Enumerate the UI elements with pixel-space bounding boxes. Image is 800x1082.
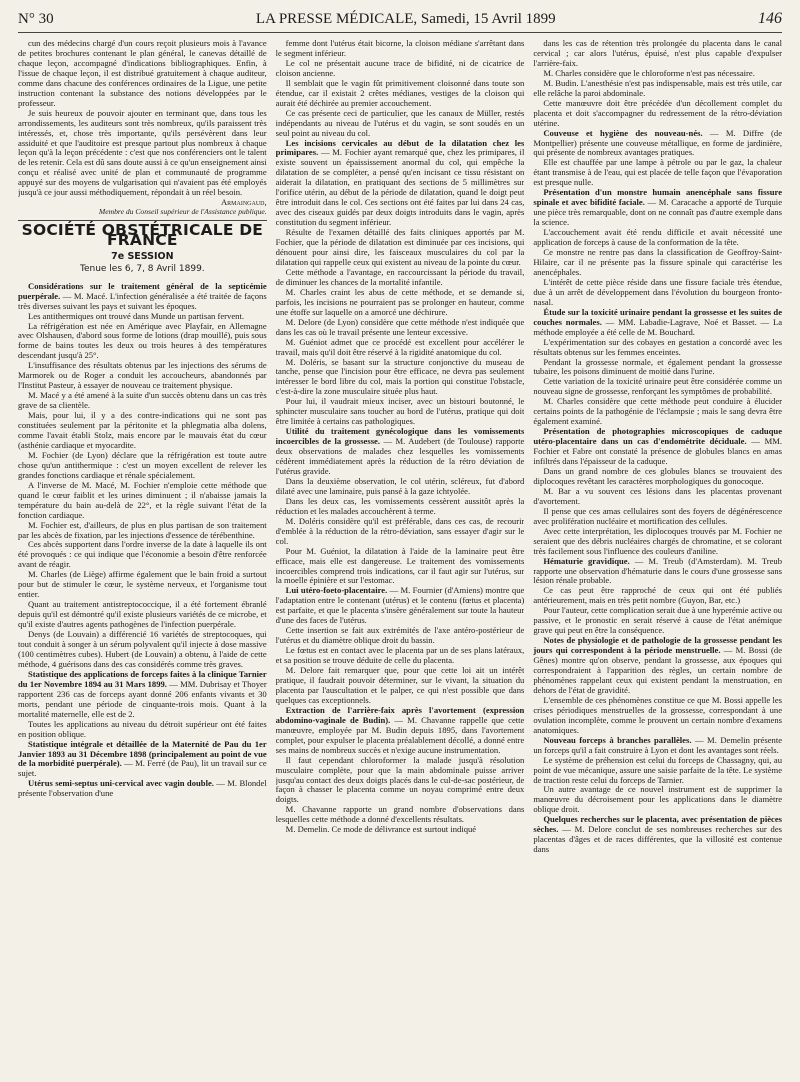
intro-paragraph: Je suis heureux de pouvoir ajouter en terminant que, dans tous les arrondissements, les auditeurs sont très nombreux, qu'ils paraissent très intéressés, et, chose très importante, qu'ils persévèrent dans leur assiduité et que l'auditoire est presque partout plus nombreux à chaque leçon qu'à la leçon précédente : c'est que nos conférenciers ont le talent de les retenir. Cela est dû sans doute aussi à ce qu'un enseignement ainsi conçu et réalisé avec unité de plan et communauté de programme appuyé sur des moyens de vulgarisation qui n'avaient pas été employés jusqu'à ce jour aussi méthodiquement, répondait à un réel besoin.	[18, 107, 267, 198]
body-paragraph	[18, 411, 267, 451]
body-paragraph	[533, 467, 782, 487]
paragraph-text: — MM. Labadie-Lagrave, Noé et Basset. — La méthode employée a été celle de M. Bouchard.	[533, 316, 782, 337]
paragraph-text: Le col ne présentait aucune trace de bifidité, ni de cicatrice de cloison ancienne.	[275, 57, 525, 78]
body-paragraph	[533, 696, 782, 736]
body-paragraph	[533, 248, 782, 278]
body-paragraph	[276, 756, 525, 806]
paragraph-text: M. Demelin. Ce mode de délivrance est surtout indiqué	[285, 824, 477, 835]
body-paragraph	[276, 39, 525, 59]
body-paragraph	[18, 451, 267, 481]
communication-paragraph	[276, 427, 525, 477]
communication-paragraph	[533, 815, 782, 855]
paragraph-text: — M. Bossi (de Gênes) montre qu'on observe, pendant la grossesse, aux époques qui correspondraient à l'apparition des règles, un certain nombre de phénomènes rappelant ceux qui existent pendant la menstruation, en dehors de l'état de gravidité.	[533, 645, 782, 695]
paragraph-text: — M. Fochier ayant remarqué que, chez les primipares, il existe souvent un épaississement anormal du col, qui empêche la dilatation de se compléter, a pensé qu'en incisant ce tissu résistant on aiderait la dilatation, en pratiquant des sections de 5 millimètres sur l'orifice utérin, au début de la période de dilatation, quand le doigt peut être introduit dans le col. Ces sections ont été faites par lui dans 24 cas, avec des ciseaux guidés par deux doigts introduits dans le vagin, après constitution du segment inférieur.	[275, 147, 525, 228]
body-paragraph	[533, 158, 782, 188]
paragraph-text: — M. Chavanne rappelle que cette manœuvre, employée par M. Budin depuis 1895, dans l'avortement complet, pour expulser le placenta préalablement décollé, a donné entre ses mains de nombreux succès et n'exige aucune instrumentation.	[275, 714, 525, 755]
body-paragraph	[18, 361, 267, 391]
paragraph-text: Ce monstre ne rentre pas dans la classification de Geoffroy-Saint-Hilaire, car il ne présente pas la fissure spinale qui caractérise les anencéphales.	[533, 247, 782, 277]
paragraph-text: M. Charles considère que le chloroforme n'est pas nécessaire.	[543, 67, 755, 78]
body-paragraph	[533, 377, 782, 397]
body-paragraph	[276, 79, 525, 109]
paragraph-text: M. Delore (de Lyon) considère que cette méthode n'est indiquée que dans les cas où le travail présente une lenteur excessive.	[275, 316, 525, 337]
body-paragraph	[276, 109, 525, 139]
communication-title: Utérus semi-septus uni-cervical avec vagin double.	[28, 778, 214, 789]
paragraph-text: — M. Macé. L'infection généralisée a été traitée de façons très diverses suivant les pays et suivant les époques.	[18, 290, 267, 311]
paragraph-text: Cette insertion se fait aux extrémités de l'axe antéro-postérieur de l'utérus et du diamètre oblique droit du bassin.	[275, 625, 525, 646]
body-paragraph	[276, 288, 525, 318]
body-paragraph	[533, 99, 782, 129]
body-paragraph	[276, 646, 525, 666]
page-number: 146	[757, 10, 782, 27]
paragraph-text: L'expérimentation sur des cobayes en gestation a concordé avec les résultats obtenus sur les femmes enceintes.	[533, 336, 782, 357]
communication-paragraph	[18, 740, 267, 780]
paragraph-text: Cette méthode a l'avantage, en raccourcissant la période du travail, de diminuer les chances de la mortalité infantile.	[275, 266, 525, 287]
communication-title: Étude sur la toxicité urinaire pendant la grossesse et les suites de couches normales.	[533, 306, 782, 327]
paragraph-text: — M. Treub (d'Amsterdam). M. Treub rapporte une observation d'hématurie dans le cours d'une grossesse sans lésion rénale probable.	[533, 555, 782, 586]
paragraph-text: Il faut cependant chloroformer la malade jusqu'à résolution musculaire complète, pour que la main abdominale puisse arriver jusqu'au contact des deux doigts placés dans le cul-de-sac postérieur, de façon à chasser le placenta comme un noyau comprimé entre deux doigts.	[275, 754, 525, 805]
communication-title: Nouveau forceps à branches parallèles.	[543, 734, 692, 745]
paragraph-text: A l'inverse de M. Macé, M. Fochier n'emploie cette méthode que quand le cœur faiblit et les urines diminuent ; il n'abaisse jamais la température du bain au-delà de 22°, et la règle suivant l'état de la fonction cardiaque.	[18, 479, 267, 520]
paragraph-text: M. Guéniot admet que ce procédé est excellent pour accélérer le travail, mais qu'il doit être réservé à la rigidité anatomique du col.	[275, 336, 525, 357]
paragraph-text: Résulte de l'examen détaillé des faits cliniques apportés par M. Fochier, que la période de dilatation est diminuée par ces incisions, qui dénouent pour ainsi dire, les faisceaux musculaires du col par la dilatation qui rappelle ceux qui existent au niveau de la pointe du cœur.	[275, 227, 525, 267]
body-paragraph	[276, 805, 525, 825]
paragraph-text: M. Doléris, se basant sur la structure conjonctive du museau de tanche, pense que l'incision pour être efficace, ne devra pas seulement intéresser le bord libre du col, mais la portion qui constitue l'obstacle, c'est-à-dire la zone musculaire située plus haut.	[275, 356, 525, 397]
body-paragraph	[276, 517, 525, 547]
session-label: 7e SESSION	[111, 250, 174, 262]
communication-title: Statistique intégrale et détaillée de la Maternité de Pau du 1er Janvier 1893 au 31 Décembre 1898 (principalement au point de vue de la morbidité puerpérale).	[18, 738, 267, 769]
paragraph-text: Toutes les applications au niveau du détroit supérieur ont été faites en position oblique.	[18, 718, 267, 739]
body-paragraph	[18, 521, 267, 541]
paragraph-text: Pour lui, il vaudrait mieux inciser, avec un bistouri boutonné, le sphincter musculaire sans toucher au bord de l'utérus, pratique qui doit être limitée à certains cas pathologiques.	[275, 396, 525, 427]
communication-paragraph	[533, 736, 782, 756]
paragraph-text: Dans un grand nombre de ces globules blancs se trouvaient des diplocoques revêtant les caractères morphologiques du gonocoque.	[533, 465, 782, 486]
paragraph-text: Il semblait que le vagin fût primitivement cloisonné dans toute son étendue, car il existait 2 crêtes médianes, vestiges de la cloison qui aurait été déchirée au premier accouchement.	[275, 77, 525, 108]
paragraph-text: Mais, pour lui, il y a des contre-indications qui ne sont pas constituées seulement par la péritonite et la phlegmatia alba dolens, comme l'avait établi Stolz, mais encore par le mauvais état du cœur (asthénie cardiaque et myocardite.	[18, 410, 267, 450]
article-columns	[18, 39, 782, 1079]
paragraph-text: — M. Fournier (d'Amiens) montre que l'adaptation entre le contenant (utérus) et le contenu (fœtus et placenta) est parfaite, et que le placenta s'insère généralement sur toute la hauteur d'une des faces de l'utérus.	[275, 585, 525, 626]
communication-title: Présentation de photographies microscopiques de caduque utéro-placentaire dans un cas d'endométrite déciduale.	[533, 426, 782, 447]
body-paragraph	[18, 600, 267, 630]
communication-title: Statistique des applications de forceps faites à la clinique Tarnier du 1er Novembre 1894 au 31 Mars 1899.	[18, 668, 267, 689]
paragraph-text: Avec cette interprétation, les diplocoques trouvés par M. Fochier ne seraient que des débris nucléaires chargés de chromatine, et se colorant très facilement sous l'influence des couleurs d'aniline.	[533, 525, 782, 556]
paragraph-text: La réfrigération est née en Amérique avec Playfair, en Allemagne avec Olshausen, d'abord sous forme de lotions (drap mouillé), puis sous forme de bains toutes les deux ou trois heures à des températures descendant jusqu'à 25°.	[18, 320, 267, 361]
paragraph-text: — MM. Dubrisay et Thoyer rapportent 236 cas de forceps ayant donné 206 enfants vivants et 30 morts, pendant une période de cinquante-trois mois. Quant à la mortalité maternelle, elle est de 2.	[18, 678, 267, 719]
paragraph-text: L'ensemble de ces phénomènes constitue ce que M. Bossi appelle les crises périodiques menstruelles de la grossesse, correspondant à une ovulation incomplète, comme le prouvent un certain nombre d'examens anatomiques.	[533, 694, 782, 735]
paragraph-text: Il pense que ces amas cellulaires sont des foyers de dégénérescence avec prolifération nucléaire et mortification des cellules.	[533, 505, 782, 526]
body-paragraph	[276, 268, 525, 288]
body-paragraph	[533, 358, 782, 378]
paragraph-text: — M. Diffre (de Montpellier) présente une couveuse métallique, en forme de jardinière, qui présente de nombreux avantages pratiques.	[533, 127, 782, 158]
body-paragraph	[533, 79, 782, 99]
body-paragraph	[533, 338, 782, 358]
body-paragraph	[276, 358, 525, 398]
issue-number: N° 30	[18, 11, 54, 27]
paragraph-text: — M. Ferré (de Pau), lit un travail sur ce sujet.	[18, 758, 267, 779]
communication-paragraph	[533, 129, 782, 159]
body-paragraph	[276, 626, 525, 646]
paragraph-text: M. Charles craint les abus de cette méthode, et se demande si, parfois, les incisions ne pourraient pas se prolonger en hauteur, comme une étoffe sur laquelle on a amorcé une déchirure.	[275, 286, 525, 317]
communication-title: Présentation d'un monstre humain anencéphale sans fissure spinale et avec bifidité faciale.	[533, 187, 782, 208]
communication-paragraph	[18, 779, 267, 799]
body-paragraph	[276, 59, 525, 79]
paragraph-text: M. Budin. L'anesthésie n'est pas indispensable, mais est très utile, car elle relâche la paroi abdominale.	[533, 77, 782, 98]
paragraph-text: Ce cas présente ceci de particulier, que les canaux de Müller, restés indépendants au niveau de l'utérus et du vagin, se sont soudés en un seul point au niveau du col.	[275, 107, 525, 138]
body-paragraph	[533, 228, 782, 248]
communication-paragraph	[276, 586, 525, 626]
body-paragraph	[18, 391, 267, 411]
paragraph-text: Les antithermiques ont trouvé dans Munde un partisan fervent.	[28, 310, 244, 321]
paragraph-text: Ces abcès supportent dans l'ordre inverse de la date à laquelle ils ont été provoqués : ce qui indique que l'économie a besoin d'être renforcée avant de réagir.	[18, 539, 267, 570]
communication-title: Couveuse et hygiène des nouveau-nés.	[543, 127, 703, 138]
paragraph-text: L'accouchement avait été rendu difficile et avait nécessité une application de forceps à cause de la conformation de la tête.	[533, 227, 782, 248]
paragraph-text: Un autre avantage de ce nouvel instrument est de supprimer la manœuvre du décroisement pour les applications dans le diamètre oblique droit.	[533, 784, 782, 815]
communication-paragraph	[533, 557, 782, 587]
body-paragraph	[533, 606, 782, 636]
body-paragraph	[533, 756, 782, 786]
body-paragraph	[276, 497, 525, 517]
paragraph-text: Elle est chauffée par une lampe à pétrole ou par le gaz, la chaleur étant transmise à de l'eau, qui est placée de telle façon que l'évaporation est presque nulle.	[533, 157, 782, 188]
paragraph-text: Cette variation de la toxicité urinaire peut être considérée comme un nouveau signe de grossesse, renforçant les symptômes de probabilité.	[533, 376, 782, 397]
body-paragraph	[276, 477, 525, 497]
intro-paragraph: cun des médecins chargé d'un cours reçoit plusieurs mois à l'avance de petites brochures contenant le plan général, le canevas détaillé de chaque leçon, accompagné d'indications bibliographiques. Enfin, à l'issue de chaque leçon, il est distribué gratuitement à chaque auditeur, comme dans chacune des conférences ordinaires de la Ligue, une petite instruction contenant la substance des notions développées par le professeur.	[18, 39, 267, 108]
col1-items	[18, 282, 267, 800]
paragraph-text: — M. Audebert (de Toulouse) rapporte deux observations de malades chez lesquelles les vomissements cédèrent immédiatement après la réduction de la rétro déviation de l'utérus gravide.	[275, 436, 525, 476]
paragraph-text: dans les cas de rétention très prolongée du placenta dans le canal cervical ; car alors l'utérus, épuisé, n'est plus capable d'expulser l'arrière-faix.	[533, 39, 782, 68]
paragraph-text: Pour l'auteur, cette complication serait due à une hyperémie active ou passive, et le pronostic en serait réservé à cause de l'état anémique grave qui peut en être la conséquence.	[533, 605, 782, 636]
body-paragraph	[18, 540, 267, 570]
column-3	[533, 39, 782, 1079]
paragraph-text: femme dont l'utérus était bicorne, la cloison médiane s'arrêtant dans le segment inférieur.	[275, 39, 525, 58]
signature-name: Armaingaud,	[220, 197, 267, 208]
column-1	[18, 39, 267, 1079]
signature-title: Membre du Conseil supérieur de l'Assistance publique.	[98, 207, 267, 217]
paragraph-text: Le système de préhension est celui du forceps de Chassagny, qui, au point de vue mécanique, assure une saisie parfaite de la tête. Le système de traction reste celui du forceps de Tarnier.	[533, 754, 782, 785]
paragraph-text: M. Fochier est, d'ailleurs, de plus en plus partisan de son traitement par les abcès de fixation, par les injections d'essence de térébenthine.	[18, 519, 267, 540]
body-paragraph	[533, 397, 782, 427]
paragraph-text: M. Chavanne rapporte un grand nombre d'observations dans lesquelles cette méthode a donné d'excellents résultats.	[275, 804, 525, 825]
communication-title: Lui utéro-foeto-placentaire.	[285, 585, 388, 596]
communication-paragraph	[533, 308, 782, 338]
society-heading: SOCIÉTÉ OBSTÉTRICALE DE FRANCE	[21, 220, 264, 249]
body-paragraph	[276, 318, 525, 338]
page-header	[18, 10, 782, 33]
body-paragraph	[533, 39, 782, 69]
paragraph-text: Dans les deux cas, les vomissements cessèrent aussitôt après la réduction et les malades accouchèrent à terme.	[275, 495, 525, 516]
communication-paragraph	[18, 282, 267, 312]
body-paragraph	[276, 825, 525, 835]
body-paragraph	[533, 586, 782, 606]
paragraph-text: — M. Demelin présente un forceps qu'il a fait construire à Lyon et dont les avantages sont réels.	[533, 734, 782, 755]
paragraph-text: Ce cas peut être rapproché de ceux qui ont été publiés antérieurement, mais en très petit nombre (Guyon, Bar, etc.)	[533, 585, 782, 606]
communication-title: Extraction de l'arrière-faix après l'avortement (expression abdomino-vaginale de Budin).	[275, 704, 525, 725]
communication-title: Considérations sur le traitement général de la septicémie puerpérale.	[18, 280, 267, 301]
body-paragraph	[276, 666, 525, 706]
paragraph-text: M. Macé y a été amené à la suite d'un succès obtenu dans un cas très grave de sa clientèle.	[18, 390, 267, 411]
communication-title: Quelques recherches sur le placenta, avec présentation de pièces sèches.	[533, 814, 782, 835]
paragraph-text: — M. Blondel présente l'observation d'une	[18, 778, 267, 799]
communication-title: Utilité du traitement gynécologique dans les vomissements incoercibles de la grossesse.	[275, 426, 525, 447]
communication-paragraph	[276, 706, 525, 756]
communication-title: Les incisions cervicales au début de la dilatation chez les primipares.	[275, 137, 525, 158]
paragraph-text: — M. Delore conclut de ses nombreuses recherches sur des placentas d'âges et de races différentes, que la villosité est contenue dans	[533, 824, 782, 855]
paragraph-text: Denys (de Louvain) a différencié 16 variétés de streptocoques, qui tout conduit à songer à un sérum polyvalent qu'il injecte à dose massive (100 centimètres cubes). Hubert (de Louvain) a obtenu, à l'aide de cette méthode, 4 guérisons dans des cas considérés comme très graves.	[18, 629, 267, 669]
communication-paragraph	[18, 670, 267, 720]
body-paragraph	[18, 481, 267, 521]
body-paragraph	[276, 547, 525, 587]
paragraph-text: M. Bar a vu souvent ces lésions dans les placentas provenant d'avortement.	[533, 485, 782, 506]
paragraph-text: Quant au traitement antistreptococcique, il a été fortement ébranlé depuis qu'il est démontré qu'il existe plusieurs variétés de ce microbe, et qu'il existe d'autres agents pathogènes de l'infection puerpérale.	[18, 599, 267, 630]
communication-paragraph	[276, 139, 525, 229]
communication-paragraph	[533, 636, 782, 696]
publication-title: LA PRESSE MÉDICALE, Samedi, 15 Avril 1899	[255, 11, 556, 27]
paragraph-text: Dans la deuxième observation, le col utérin, scléreux, fut d'abord dilaté avec une laminaire, puis pansé à la gaze ichtyolée.	[275, 475, 525, 496]
communication-title: Hématurie gravidique.	[543, 555, 630, 566]
body-paragraph	[533, 527, 782, 557]
body-paragraph	[533, 487, 782, 507]
body-paragraph	[276, 338, 525, 358]
paragraph-text: Le fœtus est en contact avec le placenta par un de ses plans latéraux, et sa position se trouve déduite de celle du placenta.	[275, 645, 525, 666]
paragraph-text: L'insuffisance des résultats obtenus par les injections des sérums de Marmorek ou de Roger a conduit les accoucheurs, abandonnés par l'Institut Pasteur, à essayer de nouveau ce traitement physique.	[18, 360, 267, 391]
body-paragraph	[533, 278, 782, 308]
paragraph-text: L'intérêt de cette pièce réside dans une fissure faciale très étendue, due à un arrêt de développement dans l'évolution du bourgeon fronto-nasal.	[533, 276, 782, 307]
body-paragraph	[533, 507, 782, 527]
body-paragraph	[533, 785, 782, 815]
body-paragraph	[276, 228, 525, 268]
body-paragraph	[18, 720, 267, 740]
body-paragraph	[18, 630, 267, 670]
communication-title: Notes de physiologie et de pathologie de la grossesse pendant les jours qui correspondent à la période menstruelle.	[533, 635, 782, 656]
body-paragraph	[18, 322, 267, 362]
paragraph-text: — M. Caracache a apporté de Turquie une pièce très remarquable, dont on ne connaît pas d'autre exemple dans la science.	[533, 197, 782, 228]
paragraph-text: M. Charles considère que cette méthode peut conduire à élucider certains points de la pathogénie de l'éclampsie ; mais le sang devra être également examiné.	[533, 396, 782, 427]
column-2	[276, 39, 525, 1079]
communication-paragraph	[533, 427, 782, 467]
paragraph-text: Pour M. Guéniot, la dilatation à l'aide de la laminaire peut être efficace, mais elle est dangereuse. Le traitement des vomissements incoercibles comprend trois indications, car il faut agir sur l'utérus, sur la moelle épinière et sur l'estomac.	[275, 545, 525, 586]
paragraph-text: M. Charles (de Liège) affirme également que le bain froid a surtout pour but de stimuler le cœur, le système nerveux, et l'organisme tout entier.	[18, 569, 267, 600]
paragraph-text: M. Doléris considère qu'il est préférable, dans ces cas, de recourir d'emblée à la réduction de la rétro-déviation, sans essayer d'agir sur le col.	[275, 515, 525, 546]
paragraph-text: M. Delore fait remarquer que, pour que cette loi ait un intérêt pratique, il faudrait pouvoir déterminer, sur le vivant, la situation du placenta par l'auscultation et le palper, ce qui n'est possible que dans quelques cas exceptionnels.	[275, 665, 525, 705]
communication-paragraph	[533, 188, 782, 228]
paragraph-text: Pendant la grossesse normale, et également pendant la grossesse tubaire, les poisons diminuent de moitié dans l'urine.	[533, 356, 782, 377]
paragraph-text: M. Fochier (de Lyon) déclare que la réfrigération est toute autre chose qu'un antithermique : c'est un moyen excellent de relever les grandes fonctions cardiaque et rénale spécialement.	[18, 449, 267, 480]
session-dates: Tenue les 6, 7, 8 Avril 1899.	[80, 263, 205, 274]
paragraph-text: Cette manœuvre doit être précédée d'un décollement complet du placenta et doit s'accompagner du redressement de la rétro-déviation utérine.	[533, 97, 782, 128]
body-paragraph	[18, 570, 267, 600]
body-paragraph	[276, 397, 525, 427]
paragraph-text: — MM. Fochier et Fabre ont constaté la présence de globules blancs en amas infiltrés dans l'épaisseur de la caduque.	[533, 436, 782, 467]
